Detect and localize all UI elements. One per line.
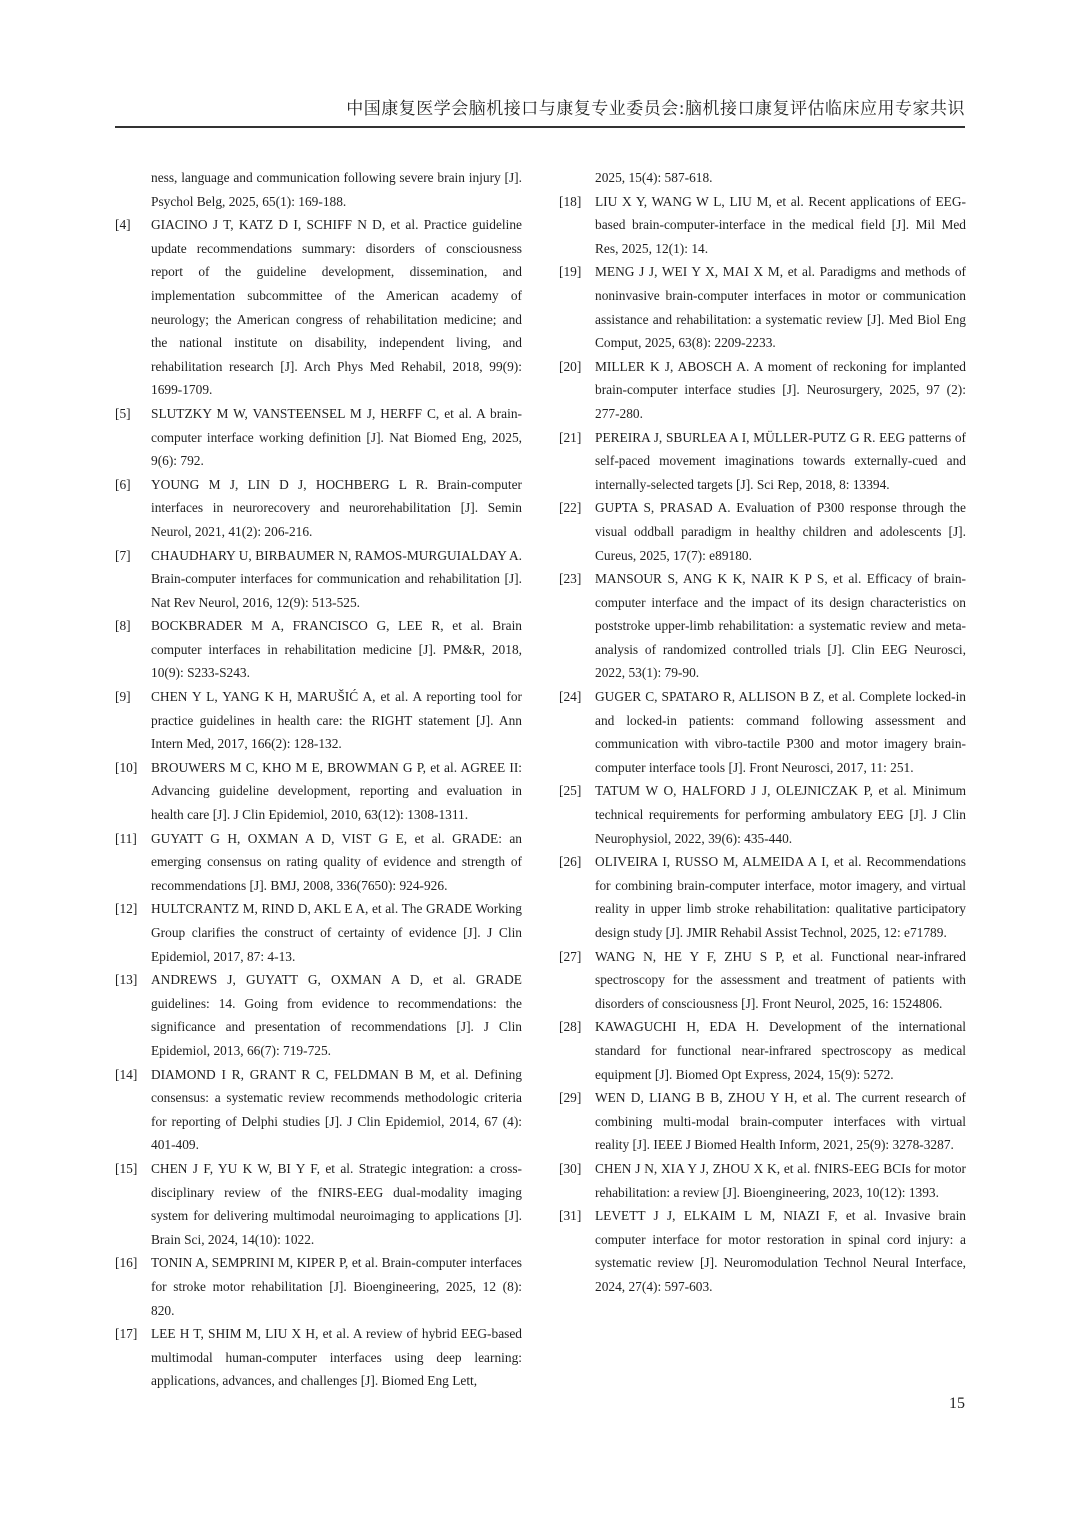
reference-entry <box>559 945 966 1016</box>
reference-number: [7] <box>115 547 131 563</box>
reference-number: [4] <box>115 217 131 233</box>
reference-text: SLUTZKY M W, VANSTEENSEL M J, HERFF C, et al. A brain-computer interface working definition [J]. Nat Biomed Eng, 2025, 9(6): 792. <box>151 405 522 469</box>
reference-number: [15] <box>115 1160 138 1176</box>
reference-entry <box>115 166 522 213</box>
reference-text: GIACINO J T, KATZ D I, SCHIFF N D, et al. Practice guideline update recommendations summary: disorders of consciousness report of the guideline development, dissemination, and implementation subcommittee of the American academy of neurology; the American congress of rehabilitation medicine; and the national institute on disability, independent living, and rehabilitation research [J]. Arch Phys Med Rehabil, 2018, 99(9): 1699-1709. <box>151 217 522 398</box>
reference-entry <box>115 756 522 827</box>
reference-entry <box>115 1322 522 1393</box>
reference-number: [30] <box>559 1160 582 1176</box>
reference-text: ness, language and communication following severe brain injury [J]. Psychol Belg, 2025, 65(1): 169-188. <box>151 170 522 209</box>
reference-entry <box>115 614 522 685</box>
reference-text: PEREIRA J, SBURLEA A I, MÜLLER-PUTZ G R. EEG patterns of self-paced movement imaginations towards externally-cued and internally-selected targets [J]. Sci Rep, 2018, 8: 13394. <box>595 429 966 492</box>
reference-text: DIAMOND I R, GRANT R C, FELDMAN B M, et al. Defining consensus: a systematic review recommends methodologic criteria for reporting of Delphi studies [J]. J Clin Epidemiol, 2014, 67 (4): 401-409. <box>151 1066 522 1153</box>
reference-text: GUPTA S, PRASAD A. Evaluation of P300 response through the visual oddball paradigm in healthy children and adolescents [J]. Cureus, 2025, 17(7): e89180. <box>595 500 966 563</box>
reference-number: [11] <box>115 830 137 846</box>
reference-number: [31] <box>559 1208 582 1224</box>
reference-entry <box>559 1204 966 1298</box>
reference-entry <box>559 1157 966 1204</box>
reference-number: [19] <box>559 264 582 280</box>
reference-entry <box>115 1157 522 1251</box>
header-rule <box>115 126 965 128</box>
reference-number: [22] <box>559 500 582 516</box>
reference-text: TONIN A, SEMPRINI M, KIPER P, et al. Brain-computer interfaces for stroke motor rehabilitation [J]. Bioengineering, 2025, 12 (8): 820. <box>151 1255 522 1318</box>
reference-text: HULTCRANTZ M, RIND D, AKL E A, et al. The GRADE Working Group clarifies the construct of certainty of evidence [J]. J Clin Epidemiol, 2017, 87: 4-13. <box>151 901 522 964</box>
reference-number: [12] <box>115 901 138 917</box>
reference-text: LEE H T, SHIM M, LIU X H, et al. A review of hybrid EEG-based multimodal human-computer interfaces using deep learning: applications, advances, and challenges [J]. Biomed Eng Lett, <box>151 1326 522 1389</box>
reference-entry <box>115 402 522 473</box>
reference-number: [25] <box>559 783 582 799</box>
reference-text: CHAUDHARY U, BIRBAUMER N, RAMOS-MURGUIALDAY A. Brain-computer interfaces for communication and rehabilitation [J]. Nat Rev Neurol, 2016, 12(9): 513-525. <box>151 547 522 610</box>
reference-number: [8] <box>115 618 131 634</box>
reference-text: ANDREWS J, GUYATT G, OXMAN A D, et al. GRADE guidelines: 14. Going from evidence to recommendations: the significance and presentation of recommendations [J]. J Clin Epidemiol, 2013, 66(7): 719-725. <box>151 972 522 1058</box>
reference-number: [16] <box>115 1255 138 1271</box>
reference-text: LEVETT J J, ELKAIM L M, NIAZI F, et al. Invasive brain computer interface for motor restoration in spinal cord injury: a systematic review [J]. Neuromodulation Technol Neural Interface, 2024, 27(4): 597-603. <box>595 1208 966 1294</box>
reference-text: CHEN J N, XIA Y J, ZHOU X K, et al. fNIRS-EEG BCIs for motor rehabilitation: a review [J]. Bioengineering, 2023, 10(12): 1393. <box>595 1160 966 1200</box>
reference-text: WANG N, HE Y F, ZHU S P, et al. Functional near-infrared spectroscopy for the assessment and treatment of patients with disorders of consciousness [J]. Front Neurol, 2025, 16: 1524806. <box>595 948 966 1011</box>
reference-entry <box>115 827 522 898</box>
reference-number: [26] <box>559 854 582 870</box>
reference-entry <box>559 166 966 190</box>
reference-entry <box>559 190 966 261</box>
reference-entry <box>559 260 966 354</box>
reference-entry <box>115 968 522 1062</box>
reference-number: [17] <box>115 1326 138 1342</box>
reference-number: [20] <box>559 358 582 374</box>
page-number: 15 <box>949 1395 965 1412</box>
reference-number: [10] <box>115 759 138 775</box>
reference-number: [5] <box>115 405 131 421</box>
reference-number: [27] <box>559 948 582 964</box>
reference-entry <box>115 213 522 402</box>
reference-text: GUYATT G H, OXMAN A D, VIST G E, et al. GRADE: an emerging consensus on rating quality of evidence and strength of recommendations [J]. BMJ, 2008, 336(7650): 924-926. <box>151 830 522 893</box>
reference-text: OLIVEIRA I, RUSSO M, ALMEIDA A I, et al. Recommendations for combining brain-computer interface, motor imagery, and virtual reality in upper limb stroke rehabilitation: qualitative participatory design study [J]. JMIR Rehabil Assist Technol, 2025, 12: e71789. <box>595 854 966 940</box>
reference-number: [28] <box>559 1019 582 1035</box>
reference-entry <box>115 544 522 615</box>
reference-text: LIU X Y, WANG W L, LIU M, et al. Recent applications of EEG-based brain-computer-interface in the medical field [J]. Mil Med Res, 2025, 12(1): 14. <box>595 193 966 256</box>
reference-number: [29] <box>559 1090 582 1106</box>
reference-number: [18] <box>559 193 582 209</box>
reference-text: WEN D, LIANG B B, ZHOU Y H, et al. The current research of combining multi-modal brain-computer interfaces with virtual reality [J]. IEEE J Biomed Health Inform, 2021, 25(9): 3278-3287. <box>595 1090 966 1153</box>
reference-text: MILLER K J, ABOSCH A. A moment of reckoning for implanted brain-computer interface studies [J]. Neurosurgery, 2025, 97 (2): 277-280. <box>595 358 966 421</box>
reference-entry <box>559 779 966 850</box>
reference-entry <box>115 1251 522 1322</box>
reference-text: 2025, 15(4): 587-618. <box>595 170 713 185</box>
reference-number: [14] <box>115 1066 138 1082</box>
reference-text: KAWAGUCHI H, EDA H. Development of the international standard for functional near-infrared spectroscopy as medical equipment [J]. Biomed Opt Express, 2024, 15(9): 5272. <box>595 1019 966 1082</box>
reference-number: [13] <box>115 972 138 988</box>
reference-entry <box>115 473 522 544</box>
reference-entry <box>559 685 966 779</box>
reference-number: [23] <box>559 571 582 587</box>
references-left-column <box>115 166 522 1393</box>
reference-entry <box>559 496 966 567</box>
reference-entry <box>559 1015 966 1086</box>
reference-number: [21] <box>559 429 582 445</box>
reference-entry <box>559 426 966 497</box>
reference-text: BOCKBRADER M A, FRANCISCO G, LEE R, et al. Brain computer interfaces in rehabilitation medicine [J]. PM&R, 2018, 10(9): S233-S243. <box>151 618 522 681</box>
reference-text: BROUWERS M C, KHO M E, BROWMAN G P, et al. AGREE II: Advancing guideline development, reporting and evaluation in health care [J]. J Clin Epidemiol, 2010, 63(12): 1308-1311. <box>151 759 522 823</box>
reference-text: MENG J J, WEI Y X, MAI X M, et al. Paradigms and methods of noninvasive brain-computer interfaces in motor or communication assistance and rehabilitation: a systematic review [J]. Med Biol Eng Comput, 2025, 63(8): 2209-2233. <box>595 264 966 351</box>
reference-entry <box>115 1063 522 1157</box>
references-right-column <box>559 166 966 1299</box>
reference-text: YOUNG M J, LIN D J, HOCHBERG L R. Brain-computer interfaces in neurorecovery and neurorehabilitation [J]. Semin Neurol, 2021, 41(2): 206-216. <box>151 476 522 539</box>
reference-text: CHEN J F, YU K W, BI Y F, et al. Strategic integration: a cross-disciplinary review of the fNIRS-EEG dual-modality imaging system for delivering multimodal neuroimaging to applications [J]. Brain Sci, 2024, 14(10): 1022. <box>151 1160 522 1247</box>
reference-text: MANSOUR S, ANG K K, NAIR K P S, et al. Efficacy of brain-computer interface and the impact of its design characteristics on poststroke upper-limb rehabilitation: a systematic review and meta-analysis of randomized controlled trials [J]. Clin EEG Neurosci, 2022, 53(1): 79-90. <box>595 571 966 681</box>
running-header: 中国康复医学会脑机接口与康复专业委员会:脑机接口康复评估临床应用专家共识 <box>346 99 965 119</box>
reference-entry <box>559 850 966 944</box>
reference-number: [6] <box>115 476 131 492</box>
reference-entry <box>115 685 522 756</box>
reference-entry <box>559 355 966 426</box>
reference-number: [9] <box>115 689 131 705</box>
reference-number: [24] <box>559 689 582 705</box>
reference-text: TATUM W O, HALFORD J J, OLEJNICZAK P, et al. Minimum technical requirements for performing ambulatory EEG [J]. J Clin Neurophysiol, 2022, 39(6): 435-440. <box>595 783 966 846</box>
reference-entry <box>559 1086 966 1157</box>
reference-entry <box>115 897 522 968</box>
reference-entry <box>559 567 966 685</box>
reference-text: GUGER C, SPATARO R, ALLISON B Z, et al. Complete locked-in and locked-in patients: command following assessment and communication with vibro-tactile P300 and motor imagery brain-computer interface tools [J]. Front Neurosci, 2017, 11: 251. <box>595 689 966 775</box>
reference-text: CHEN Y L, YANG K H, MARUŠIĆ A, et al. A reporting tool for practice guidelines in health care: the RIGHT statement [J]. Ann Intern Med, 2017, 166(2): 128-132. <box>151 689 522 752</box>
